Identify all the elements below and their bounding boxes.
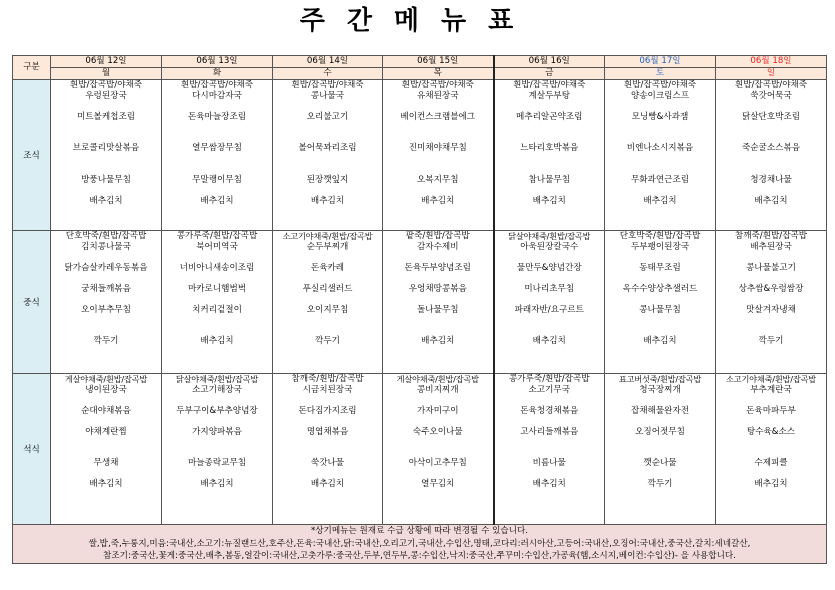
spacer [605, 164, 715, 175]
menu-item: 단호박죽/흰밥/잡곡밥 [65, 231, 147, 241]
menu-item: 배추김치 [310, 195, 345, 206]
spacer [383, 252, 493, 263]
spacer [162, 448, 272, 459]
spacer [51, 154, 161, 165]
menu-item: 배추된장국 [750, 241, 792, 252]
spacer [716, 164, 826, 175]
spacer [273, 448, 382, 459]
category-header: 구분 [13, 56, 51, 80]
menu-item: 시금치된장국 [302, 384, 353, 395]
spacer [495, 437, 605, 448]
spacer [605, 133, 715, 144]
menu-item: 게살야채죽/흰밥/잡곡밥 [396, 374, 479, 384]
spacer [716, 315, 826, 326]
weekday-header: 일 [716, 68, 827, 80]
menu-item: 흰밥/잡곡밥/야채죽 [69, 80, 143, 90]
menu-item: 무화과연근조림 [630, 174, 690, 185]
menu-item: 닭가슴살카레우동볶음 [64, 262, 148, 273]
spacer [716, 326, 826, 337]
menu-item: 콩나물무침 [639, 304, 681, 315]
menu-item: 오리불고기 [306, 111, 349, 122]
spacer [383, 469, 493, 480]
spacer [605, 448, 715, 459]
spacer [51, 273, 161, 284]
menu-item: 순두부찌개 [306, 241, 349, 252]
menu-item: 부추계란국 [750, 384, 792, 395]
date-header: 06월 14일 [273, 56, 383, 68]
spacer [273, 294, 382, 305]
spacer [162, 252, 272, 263]
spacer [51, 469, 161, 480]
spacer [273, 185, 382, 196]
menu-item: 흰밥/잡곡밥/야채죽 [401, 80, 474, 90]
menu-cell [273, 80, 383, 231]
menu-item: 콩나물불고기 [746, 262, 796, 273]
menu-item: 탕수육&소스 [746, 426, 796, 437]
spacer [716, 185, 826, 196]
date-header: 06월 18일 [716, 56, 827, 68]
spacer [605, 315, 715, 326]
menu-item: 흰밥/잡곡밥/야채죽 [513, 80, 586, 90]
menu-item: 두부구이&부추양념장 [176, 405, 258, 416]
menu-item: 유채된장국 [416, 90, 459, 101]
spacer [716, 133, 826, 144]
menu-item: 맛살겨자냉채 [746, 304, 796, 315]
page-title: 주간메뉴표 [299, 6, 536, 36]
menu-item: 미트볼케첩조림 [76, 111, 136, 122]
date-header: 06월 17일 [605, 56, 716, 68]
spacer [51, 164, 161, 175]
menu-item: 볼어묵꽈리조림 [298, 143, 357, 153]
menu-cell [383, 80, 494, 231]
spacer [716, 252, 826, 263]
menu-item: 흰밥/잡곡밥/야채죽 [291, 80, 364, 90]
menu-item: 배추김치 [200, 195, 234, 206]
spacer [273, 122, 382, 133]
spacer [716, 154, 826, 165]
spacer [51, 252, 161, 263]
menu-cell [605, 374, 716, 525]
menu-item: 게살야채죽/흰밥/잡곡밥 [64, 374, 148, 384]
spacer [51, 448, 161, 459]
menu-item: 배추김치 [200, 479, 234, 489]
menu-cell [716, 80, 827, 231]
spacer [605, 122, 715, 133]
spacer [495, 416, 605, 427]
menu-item: 배추김치 [421, 336, 455, 346]
spacer [716, 294, 826, 305]
menu-item: 팥죽/흰밥/잡곡밥 [405, 231, 470, 241]
menu-cell [162, 374, 273, 525]
spacer [51, 395, 161, 406]
menu-item: 오징어젓무침 [635, 426, 685, 437]
meal-row [13, 374, 827, 525]
spacer [51, 133, 161, 144]
menu-item: 무생채 [93, 458, 119, 468]
spacer [51, 315, 161, 326]
menu-item: 단호박죽/흰밥/잡곡밥 [619, 231, 701, 241]
menu-item: 깍두기 [315, 336, 340, 346]
spacer [383, 437, 493, 448]
menu-item: 감자수제비 [416, 241, 459, 252]
spacer [495, 469, 605, 480]
menu-item: 잡채해물완자전 [630, 405, 690, 416]
menu-item: 메추리알곤약조림 [516, 111, 583, 122]
spacer [383, 185, 493, 196]
spacer [273, 133, 382, 144]
menu-item: 배추김치 [310, 479, 345, 489]
menu-item: 된장깻잎지 [306, 174, 349, 185]
menu-item: 흰밥/잡곡밥/야채죽 [734, 80, 808, 90]
spacer [273, 395, 382, 406]
spacer [383, 448, 493, 459]
menu-item: 오복지무침 [416, 174, 459, 185]
spacer [383, 122, 493, 133]
spacer [273, 252, 382, 263]
menu-item: 배추김치 [643, 336, 677, 346]
menu-item: 소고기야채죽/흰밥/잡곡밥 [282, 231, 373, 241]
spacer [383, 326, 493, 337]
menu-item: 흰밥/잡곡밥/야채죽 [623, 80, 697, 90]
menu-item: 청경채나물 [750, 174, 792, 185]
menu-item: 우렁된장국 [85, 90, 127, 101]
weekday-header-row [13, 68, 827, 80]
spacer [495, 448, 605, 459]
notice-line: *상기메뉴는 원재료 수급 상황에 따라 변경될 수 있습니다. [310, 526, 529, 536]
spacer [716, 448, 826, 459]
menu-item: 청국장찌개 [639, 384, 681, 395]
menu-item: 고사리들깨볶음 [520, 426, 579, 437]
menu-item: 쑥갓어묵국 [750, 90, 792, 101]
menu-item: 돈육청경채볶음 [520, 405, 579, 416]
weekday-header: 화 [162, 68, 273, 80]
spacer [495, 326, 605, 337]
menu-item: 돈다짐가지조림 [298, 405, 357, 416]
menu-cell [383, 231, 494, 374]
spacer [716, 416, 826, 427]
menu-cell [162, 80, 273, 231]
menu-cell [51, 80, 162, 231]
spacer [273, 326, 382, 337]
menu-item: 배추김치 [89, 195, 123, 206]
menu-item: 푸실리샐러드 [302, 283, 353, 294]
menu-cell [605, 231, 716, 374]
date-header-row [13, 56, 827, 68]
spacer [383, 416, 493, 427]
menu-item: 궁채들깨볶음 [81, 283, 131, 294]
menu-item: 콩가루죽/흰밥/잡곡밥 [176, 231, 258, 241]
spacer [495, 154, 605, 165]
meal-label: 조식 [13, 80, 51, 231]
menu-cell [51, 231, 162, 374]
spacer [495, 133, 605, 144]
menu-cell [273, 374, 383, 525]
meal-label: 석식 [13, 374, 51, 525]
spacer [495, 395, 605, 406]
spacer [51, 326, 161, 337]
menu-cell [716, 374, 827, 525]
spacer [716, 101, 826, 112]
spacer [605, 469, 715, 480]
weekday-header: 목 [383, 68, 494, 80]
spacer [162, 122, 272, 133]
spacer [273, 315, 382, 326]
menu-item: 죽순굴소스볶음 [741, 143, 801, 153]
spacer [716, 122, 826, 133]
menu-item: 아삭이고추무침 [408, 458, 467, 468]
spacer [51, 416, 161, 427]
origin-info-line: 참조기:중국산,꽃게:중국산,배추,봄동,얼갈이:국내산,고춧가루:중국산,두부,연두부,콩:수입산,낙지:중국산,쭈꾸미:수입산,가공육(햄,소시지,베이컨:수입산)- 을 사용합니다. [103, 551, 736, 561]
menu-item: 모닝빵&사과잼 [631, 111, 689, 122]
menu-item: 배추김치 [421, 195, 455, 206]
spacer [162, 164, 272, 175]
menu-item: 배추김치 [532, 479, 566, 489]
menu-item: 배추김치 [200, 336, 234, 346]
menu-item: 무말랭이무침 [192, 174, 242, 185]
menu-item: 돈육카레 [310, 262, 345, 273]
spacer [383, 133, 493, 144]
menu-item: 계살두부탕 [528, 90, 570, 101]
spacer [162, 133, 272, 144]
menu-item: 배추김치 [754, 479, 788, 489]
menu-item: 닭살단호박조림 [741, 111, 801, 122]
meal-row [13, 80, 827, 231]
spacer [605, 326, 715, 337]
spacer [716, 395, 826, 406]
menu-cell [716, 231, 827, 374]
spacer [495, 273, 605, 284]
menu-item: 느타리호박볶음 [520, 143, 579, 153]
menu-item: 아욱된장칼국수 [520, 241, 579, 252]
menu-item: 깍두기 [758, 336, 784, 346]
spacer [605, 294, 715, 305]
menu-item: 참깨죽/흰밥/잡곡밥 [734, 231, 808, 241]
menu-item: 냉이된장국 [85, 384, 127, 395]
menu-item: 오이지무침 [306, 304, 349, 315]
menu-item: 깻순나물 [643, 458, 677, 468]
menu-item: 김치콩나물국 [81, 241, 131, 252]
spacer [273, 164, 382, 175]
spacer [273, 437, 382, 448]
menu-item: 양송이크림스프 [630, 90, 690, 101]
menu-item: 참깨죽/흰밥/잡곡밥 [291, 374, 364, 384]
menu-item: 흰밥/잡곡밥/야채죽 [180, 80, 254, 90]
menu-item: 우엉채땅콩볶음 [408, 283, 467, 294]
menu-cell [494, 231, 605, 374]
menu-item: 열무쌈장무침 [192, 143, 242, 153]
spacer [383, 315, 493, 326]
menu-item: 마카로니햄범벅 [187, 283, 247, 294]
spacer [273, 101, 382, 112]
menu-item: 베이컨스크램블에그 [400, 111, 476, 122]
menu-item: 깍두기 [647, 479, 673, 489]
date-header: 06월 12일 [51, 56, 162, 68]
menu-item: 치커리겉절이 [192, 304, 242, 315]
menu-item: 표고버섯죽/흰밥/잡곡밥 [618, 374, 702, 384]
menu-item: 가지양파볶음 [192, 426, 242, 437]
date-header: 06월 13일 [162, 56, 273, 68]
spacer [383, 395, 493, 406]
spacer [162, 326, 272, 337]
menu-item: 옥수수양상추샐러드 [622, 283, 698, 294]
spacer [716, 469, 826, 480]
spacer [605, 101, 715, 112]
spacer [273, 154, 382, 165]
spacer [162, 101, 272, 112]
spacer [51, 185, 161, 196]
menu-item: 순대야채볶음 [81, 405, 131, 416]
spacer [51, 122, 161, 133]
spacer [605, 395, 715, 406]
menu-cell [494, 80, 605, 231]
spacer [162, 294, 272, 305]
spacer [605, 252, 715, 263]
weekday-header: 금 [494, 68, 605, 80]
menu-item: 숙주오이나물 [412, 426, 463, 437]
spacer [162, 416, 272, 427]
meal-row [13, 231, 827, 374]
menu-item: 가자미구이 [416, 405, 459, 416]
spacer [162, 437, 272, 448]
spacer [605, 185, 715, 196]
menu-item: 배추김치 [532, 195, 566, 206]
spacer [495, 101, 605, 112]
date-header: 06월 15일 [383, 56, 494, 68]
menu-cell [605, 80, 716, 231]
menu-item: 너비아니새송이조림 [179, 262, 255, 273]
menu-item: 콩나물국 [310, 90, 345, 101]
spacer [716, 437, 826, 448]
spacer [162, 273, 272, 284]
spacer [383, 294, 493, 305]
spacer [162, 469, 272, 480]
menu-item: 동태무조림 [639, 262, 681, 273]
menu-item: 물만두&양념간장 [516, 262, 582, 273]
spacer [162, 154, 272, 165]
menu-item: 돈육마늘장조림 [187, 111, 247, 122]
notice-box [13, 525, 827, 564]
menu-item: 닭살야채죽/흰밥/잡곡밥 [175, 374, 259, 384]
menu-item: 명엽채볶음 [306, 426, 349, 437]
spacer [495, 315, 605, 326]
spacer [495, 252, 605, 263]
spacer [162, 395, 272, 406]
weekday-header: 월 [51, 68, 162, 80]
spacer [273, 416, 382, 427]
menu-item: 열무김치 [421, 479, 455, 489]
spacer [273, 469, 382, 480]
spacer [162, 315, 272, 326]
menu-item: 돈육두부양념조림 [404, 262, 471, 273]
spacer [605, 416, 715, 427]
spacer [51, 294, 161, 305]
spacer [605, 273, 715, 284]
spacer [495, 164, 605, 175]
menu-item: 소고기무국 [528, 384, 570, 395]
menu-item: 참나물무침 [528, 174, 570, 185]
menu-item: 비름나물 [532, 458, 566, 468]
spacer [51, 101, 161, 112]
spacer [495, 294, 605, 305]
menu-item: 야채계란찜 [85, 426, 127, 437]
menu-item: 비엔나소시지볶음 [626, 143, 694, 153]
menu-item: 콩비지찌개 [416, 384, 459, 395]
menu-item: 수제피클 [754, 458, 788, 468]
menu-item: 미나리초무침 [524, 283, 575, 294]
menu-item: 방풍나물무침 [81, 174, 131, 185]
menu-item: 배추김치 [89, 479, 123, 489]
menu-item: 진미채야채무침 [408, 143, 467, 153]
menu-item: 상추쌈&우렁쌈장 [738, 283, 804, 294]
menu-item: 파래자반/요구르트 [514, 304, 584, 315]
menu-cell [162, 231, 273, 374]
spacer [605, 154, 715, 165]
menu-item: 마늘종락교무침 [187, 458, 247, 468]
spacer [383, 154, 493, 165]
menu-item: 배추김치 [643, 195, 677, 206]
menu-item: 배추김치 [754, 195, 788, 206]
spacer [716, 273, 826, 284]
menu-item: 두부팽이된장국 [630, 241, 690, 252]
menu-cell [383, 374, 494, 525]
spacer [605, 437, 715, 448]
spacer [162, 185, 272, 196]
menu-item: 쑥갓나물 [310, 458, 345, 468]
date-header: 06월 16일 [494, 56, 605, 68]
spacer [495, 185, 605, 196]
meal-label: 중식 [13, 231, 51, 374]
menu-item: 소고기해장국 [192, 384, 242, 395]
menu-item: 브로콜리맛살볶음 [72, 143, 140, 153]
menu-item: 소고기야채죽/흰밥/잡곡밥 [726, 374, 816, 384]
spacer [383, 164, 493, 175]
menu-item: 배추김치 [532, 336, 566, 346]
spacer [273, 273, 382, 284]
menu-cell [273, 231, 383, 374]
menu-item: 콩가루죽/흰밥/잡곡밥 [508, 374, 590, 384]
menu-cell [494, 374, 605, 525]
spacer [495, 122, 605, 133]
menu-item: 깍두기 [93, 336, 119, 346]
menu-item: 돌나물무침 [416, 304, 459, 315]
weekly-menu-table [12, 55, 827, 564]
menu-item: 닭살야채죽/흰밥/잡곡밥 [508, 231, 591, 241]
spacer [383, 273, 493, 284]
menu-item: 다시마감자국 [192, 90, 242, 101]
spacer [383, 101, 493, 112]
weekday-header: 토 [605, 68, 716, 80]
origin-info-line: 쌀,밥,죽,누룽지,미음:국내산,소고기:뉴질랜드산,호주산,돈육:국내산,닭:국내산,오리고기,국내산,수입산,명태,코다리:러시아산,고등어:국내산,오징어:국내산,중국산,갈치:세네갈산, [88, 538, 751, 549]
menu-item: 돈육마파두부 [746, 405, 796, 416]
spacer [51, 437, 161, 448]
menu-item: 오이부추무침 [81, 304, 131, 315]
weekday-header: 수 [273, 68, 383, 80]
menu-item: 북어미역국 [196, 241, 238, 252]
menu-cell [51, 374, 162, 525]
